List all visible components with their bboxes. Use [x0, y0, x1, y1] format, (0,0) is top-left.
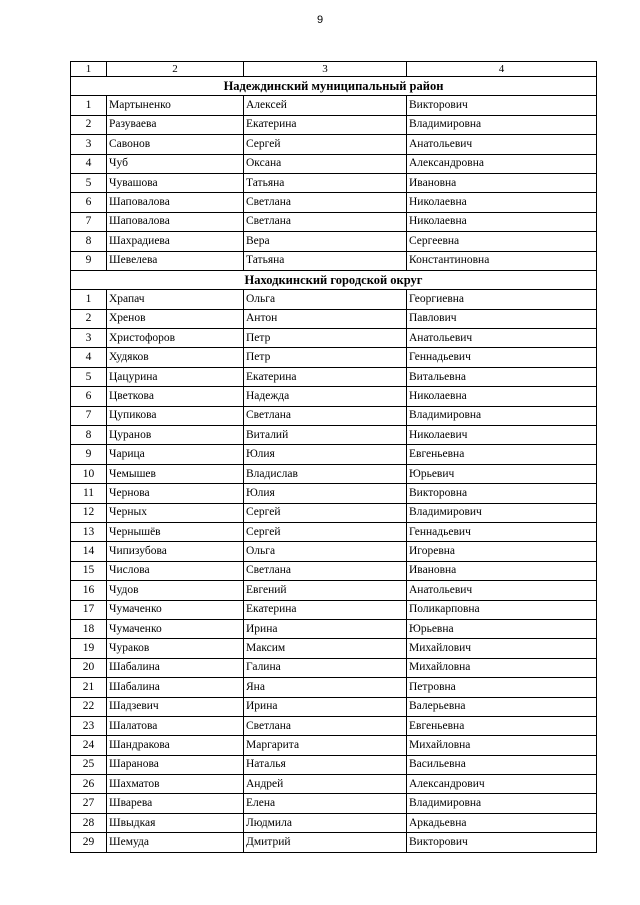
- table-row: [71, 581, 597, 600]
- row-number-cell: 26: [71, 775, 107, 794]
- table-row: [71, 464, 597, 483]
- patronymic-cell: Анатольевич: [407, 329, 597, 348]
- first-name-cell: Владислав: [244, 464, 407, 483]
- last-name-cell: Шаповалова: [107, 212, 244, 231]
- table-row: [71, 619, 597, 638]
- table-row: [71, 775, 597, 794]
- table-row: [71, 736, 597, 755]
- first-name-cell: Елена: [244, 794, 407, 813]
- row-number-cell: 6: [71, 387, 107, 406]
- table-row: [71, 367, 597, 386]
- roster-table: [70, 61, 597, 853]
- patronymic-cell: Николаевна: [407, 212, 597, 231]
- last-name-cell: Мартыненко: [107, 96, 244, 115]
- row-number-cell: 5: [71, 173, 107, 192]
- table-row: [71, 135, 597, 154]
- first-name-cell: Екатерина: [244, 367, 407, 386]
- patronymic-cell: Николаевна: [407, 387, 597, 406]
- last-name-cell: Цуранов: [107, 426, 244, 445]
- table-row: [71, 173, 597, 192]
- row-number-cell: 27: [71, 794, 107, 813]
- last-name-cell: Швыдкая: [107, 813, 244, 832]
- last-name-cell: Шаповалова: [107, 193, 244, 212]
- first-name-cell: Людмила: [244, 813, 407, 832]
- row-number-cell: 14: [71, 542, 107, 561]
- patronymic-cell: Анатольевич: [407, 135, 597, 154]
- last-name-cell: Чернышёв: [107, 522, 244, 541]
- first-name-cell: Светлана: [244, 212, 407, 231]
- last-name-cell: Чураков: [107, 639, 244, 658]
- patronymic-cell: Геннадьевич: [407, 348, 597, 367]
- last-name-cell: Чумаченко: [107, 619, 244, 638]
- last-name-cell: Шевелева: [107, 251, 244, 270]
- table-row: [71, 522, 597, 541]
- patronymic-cell: Валерьевна: [407, 697, 597, 716]
- first-name-cell: Яна: [244, 678, 407, 697]
- row-number-cell: 2: [71, 309, 107, 328]
- patronymic-cell: Викторовна: [407, 484, 597, 503]
- first-name-cell: Татьяна: [244, 251, 407, 270]
- first-name-cell: Вера: [244, 232, 407, 251]
- first-name-cell: Петр: [244, 329, 407, 348]
- last-name-cell: Чипизубова: [107, 542, 244, 561]
- patronymic-cell: Сергеевна: [407, 232, 597, 251]
- last-name-cell: Худяков: [107, 348, 244, 367]
- row-number-cell: 15: [71, 561, 107, 580]
- section-header: [71, 270, 597, 289]
- last-name-cell: Чернова: [107, 484, 244, 503]
- row-number-cell: 2: [71, 115, 107, 134]
- table-row: [71, 445, 597, 464]
- table-row: [71, 96, 597, 115]
- row-number-cell: 9: [71, 251, 107, 270]
- last-name-cell: Чумаченко: [107, 600, 244, 619]
- row-number-cell: 1: [71, 96, 107, 115]
- row-number-cell: 6: [71, 193, 107, 212]
- last-name-cell: Черных: [107, 503, 244, 522]
- last-name-cell: Шабалина: [107, 678, 244, 697]
- column-number-1: 1: [71, 62, 107, 77]
- table-row: [71, 348, 597, 367]
- patronymic-cell: Анатольевич: [407, 581, 597, 600]
- first-name-cell: Маргарита: [244, 736, 407, 755]
- table-row: [71, 154, 597, 173]
- last-name-cell: Шадзевич: [107, 697, 244, 716]
- row-number-cell: 5: [71, 367, 107, 386]
- first-name-cell: Андрей: [244, 775, 407, 794]
- row-number-cell: 25: [71, 755, 107, 774]
- first-name-cell: Надежда: [244, 387, 407, 406]
- patronymic-cell: Викторович: [407, 96, 597, 115]
- row-number-cell: 3: [71, 135, 107, 154]
- patronymic-cell: Павлович: [407, 309, 597, 328]
- last-name-cell: Шандракова: [107, 736, 244, 755]
- patronymic-cell: Игоревна: [407, 542, 597, 561]
- patronymic-cell: Михайлович: [407, 639, 597, 658]
- table-row: [71, 600, 597, 619]
- table-row: [71, 193, 597, 212]
- patronymic-cell: Витальевна: [407, 367, 597, 386]
- last-name-cell: Чуб: [107, 154, 244, 173]
- row-number-cell: 4: [71, 348, 107, 367]
- last-name-cell: Шахрадиева: [107, 232, 244, 251]
- table-row: [71, 542, 597, 561]
- last-name-cell: Чувашова: [107, 173, 244, 192]
- last-name-cell: Разуваева: [107, 115, 244, 134]
- first-name-cell: Юлия: [244, 445, 407, 464]
- last-name-cell: Цацурина: [107, 367, 244, 386]
- first-name-cell: Светлана: [244, 716, 407, 735]
- last-name-cell: Чудов: [107, 581, 244, 600]
- column-number-2: 2: [107, 62, 244, 77]
- first-name-cell: Ирина: [244, 697, 407, 716]
- table-row: [71, 426, 597, 445]
- section-title: Надеждинский муниципальный район: [71, 77, 597, 96]
- last-name-cell: Шалатова: [107, 716, 244, 735]
- first-name-cell: Максим: [244, 639, 407, 658]
- first-name-cell: Сергей: [244, 522, 407, 541]
- table-row: [71, 716, 597, 735]
- first-name-cell: Петр: [244, 348, 407, 367]
- row-number-cell: 10: [71, 464, 107, 483]
- first-name-cell: Наталья: [244, 755, 407, 774]
- patronymic-cell: Константиновна: [407, 251, 597, 270]
- page-number: 9: [316, 14, 324, 26]
- row-number-cell: 3: [71, 329, 107, 348]
- table-row: [71, 658, 597, 677]
- table-row: [71, 813, 597, 832]
- patronymic-cell: Александрович: [407, 775, 597, 794]
- first-name-cell: Оксана: [244, 154, 407, 173]
- patronymic-cell: Николаевна: [407, 193, 597, 212]
- row-number-cell: 1: [71, 290, 107, 309]
- table-row: [71, 484, 597, 503]
- table-row: [71, 697, 597, 716]
- first-name-cell: Ирина: [244, 619, 407, 638]
- table-row: [71, 115, 597, 134]
- patronymic-cell: Александровна: [407, 154, 597, 173]
- column-number-row: [71, 62, 597, 77]
- first-name-cell: Татьяна: [244, 173, 407, 192]
- patronymic-cell: Юрьевич: [407, 464, 597, 483]
- patronymic-cell: Поликарповна: [407, 600, 597, 619]
- row-number-cell: 28: [71, 813, 107, 832]
- first-name-cell: Светлана: [244, 193, 407, 212]
- row-number-cell: 20: [71, 658, 107, 677]
- row-number-cell: 18: [71, 619, 107, 638]
- row-number-cell: 13: [71, 522, 107, 541]
- patronymic-cell: Евгеньевна: [407, 716, 597, 735]
- table-row: [71, 212, 597, 231]
- row-number-cell: 8: [71, 426, 107, 445]
- first-name-cell: Екатерина: [244, 115, 407, 134]
- section-header: [71, 77, 597, 96]
- first-name-cell: Антон: [244, 309, 407, 328]
- table-row: [71, 387, 597, 406]
- table-row: [71, 329, 597, 348]
- first-name-cell: Ольга: [244, 290, 407, 309]
- last-name-cell: Числова: [107, 561, 244, 580]
- row-number-cell: 4: [71, 154, 107, 173]
- patronymic-cell: Николаевич: [407, 426, 597, 445]
- last-name-cell: Шварева: [107, 794, 244, 813]
- last-name-cell: Савонов: [107, 135, 244, 154]
- patronymic-cell: Петровна: [407, 678, 597, 697]
- patronymic-cell: Владимировна: [407, 794, 597, 813]
- table-row: [71, 309, 597, 328]
- first-name-cell: Алексей: [244, 96, 407, 115]
- first-name-cell: Галина: [244, 658, 407, 677]
- table-row: [71, 794, 597, 813]
- row-number-cell: 21: [71, 678, 107, 697]
- row-number-cell: 24: [71, 736, 107, 755]
- table-row: [71, 755, 597, 774]
- row-number-cell: 17: [71, 600, 107, 619]
- table-row: [71, 833, 597, 852]
- roster-table-body: [71, 62, 597, 853]
- patronymic-cell: Владимирович: [407, 503, 597, 522]
- table-row: [71, 639, 597, 658]
- patronymic-cell: Михайловна: [407, 658, 597, 677]
- first-name-cell: Виталий: [244, 426, 407, 445]
- last-name-cell: Шаранова: [107, 755, 244, 774]
- row-number-cell: 22: [71, 697, 107, 716]
- last-name-cell: Цупикова: [107, 406, 244, 425]
- column-number-3: 3: [244, 62, 407, 77]
- patronymic-cell: Владимировна: [407, 115, 597, 134]
- table-row: [71, 678, 597, 697]
- column-number-4: 4: [407, 62, 597, 77]
- patronymic-cell: Аркадьевна: [407, 813, 597, 832]
- row-number-cell: 19: [71, 639, 107, 658]
- last-name-cell: Цветкова: [107, 387, 244, 406]
- row-number-cell: 16: [71, 581, 107, 600]
- first-name-cell: Екатерина: [244, 600, 407, 619]
- patronymic-cell: Владимировна: [407, 406, 597, 425]
- table-row: [71, 290, 597, 309]
- first-name-cell: Дмитрий: [244, 833, 407, 852]
- table-row: [71, 232, 597, 251]
- patronymic-cell: Геннадьевич: [407, 522, 597, 541]
- patronymic-cell: Юрьевна: [407, 619, 597, 638]
- patronymic-cell: Георгиевна: [407, 290, 597, 309]
- first-name-cell: Светлана: [244, 406, 407, 425]
- table-row: [71, 561, 597, 580]
- row-number-cell: 23: [71, 716, 107, 735]
- first-name-cell: Ольга: [244, 542, 407, 561]
- patronymic-cell: Викторович: [407, 833, 597, 852]
- patronymic-cell: Васильевна: [407, 755, 597, 774]
- row-number-cell: 8: [71, 232, 107, 251]
- last-name-cell: Христофоров: [107, 329, 244, 348]
- first-name-cell: Сергей: [244, 503, 407, 522]
- last-name-cell: Храпач: [107, 290, 244, 309]
- last-name-cell: Чарица: [107, 445, 244, 464]
- last-name-cell: Чемышев: [107, 464, 244, 483]
- row-number-cell: 29: [71, 833, 107, 852]
- table-row: [71, 406, 597, 425]
- last-name-cell: Шабалина: [107, 658, 244, 677]
- first-name-cell: Юлия: [244, 484, 407, 503]
- patronymic-cell: Евгеньевна: [407, 445, 597, 464]
- last-name-cell: Шемуда: [107, 833, 244, 852]
- row-number-cell: 7: [71, 212, 107, 231]
- row-number-cell: 12: [71, 503, 107, 522]
- first-name-cell: Светлана: [244, 561, 407, 580]
- patronymic-cell: Ивановна: [407, 561, 597, 580]
- last-name-cell: Шахматов: [107, 775, 244, 794]
- row-number-cell: 9: [71, 445, 107, 464]
- patronymic-cell: Михайловна: [407, 736, 597, 755]
- first-name-cell: Евгений: [244, 581, 407, 600]
- first-name-cell: Сергей: [244, 135, 407, 154]
- table-row: [71, 503, 597, 522]
- patronymic-cell: Ивановна: [407, 173, 597, 192]
- last-name-cell: Хренов: [107, 309, 244, 328]
- row-number-cell: 7: [71, 406, 107, 425]
- row-number-cell: 11: [71, 484, 107, 503]
- section-title: Находкинский городской округ: [71, 270, 597, 289]
- table-row: [71, 251, 597, 270]
